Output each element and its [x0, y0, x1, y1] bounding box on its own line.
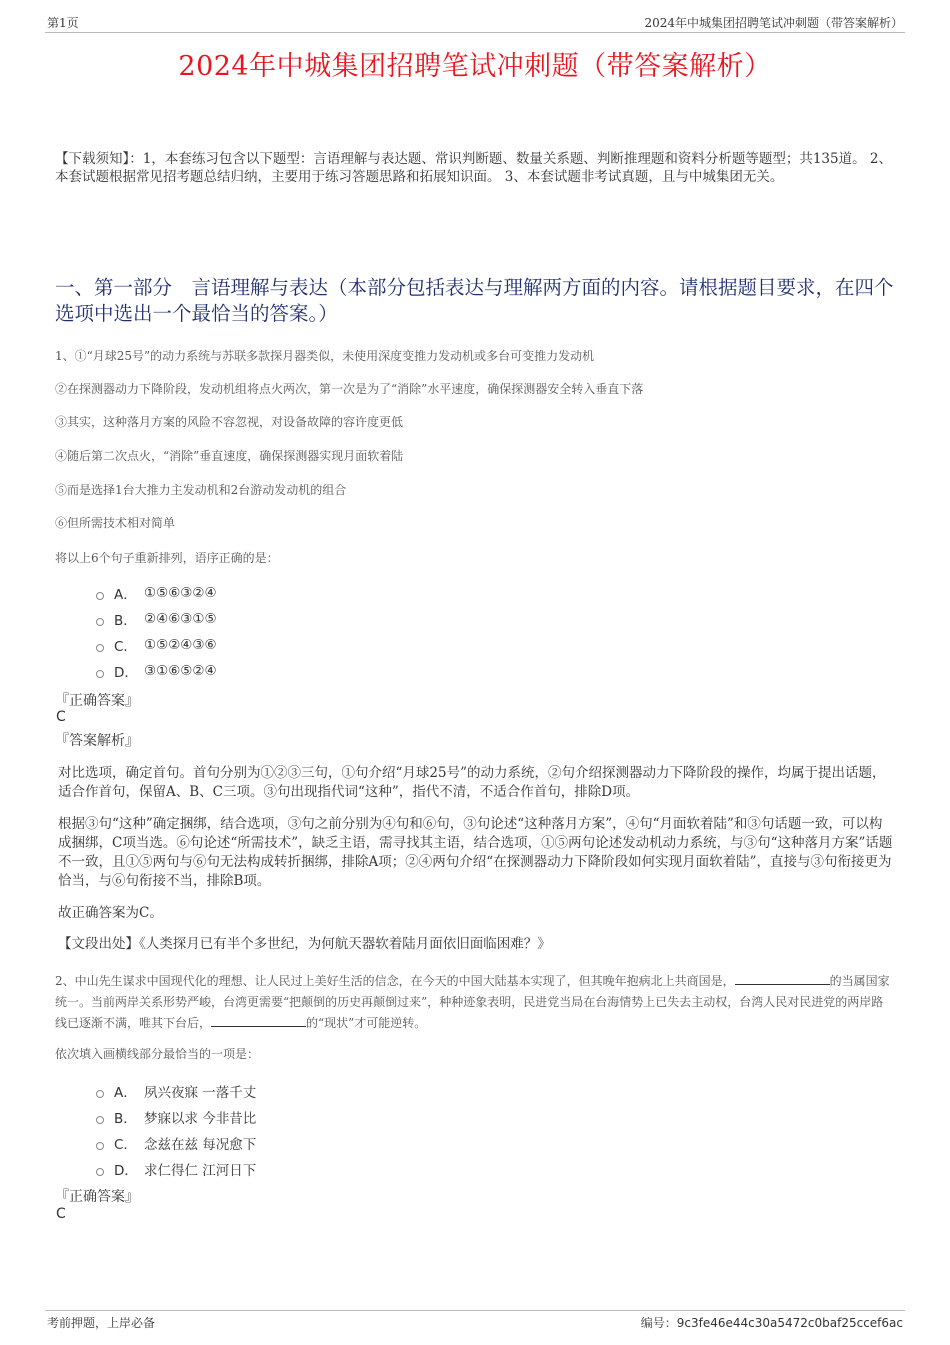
q2-answer-label: 『正确答案』	[55, 1189, 139, 1205]
section-heading: 一、第一部分 言语理解与表达（本部分包括表达与理解两方面的内容。请根据题目要求，在四个选项中选出一个最恰当的答案。）	[55, 276, 894, 325]
q1-answer: C	[56, 709, 66, 725]
q1-option-b[interactable]: B． ②④⑥③①⑤	[96, 606, 217, 632]
q2-option-d[interactable]: D． 求仁得仁 江河日下	[96, 1156, 256, 1182]
footer-divider	[45, 1310, 905, 1311]
q2-prompt: 依次填入画横线部分最恰当的一项是：	[55, 1047, 260, 1061]
q1-source: 【文段出处】《人类探月已有半个多世纪，为何航天器软着陆月面依旧面临困难？》	[58, 936, 551, 952]
radio-icon[interactable]	[96, 618, 104, 626]
q1-analysis-conclusion: 故正确答案为C。	[58, 905, 163, 921]
footer-slogan: 考前押题，上岸必备	[47, 1316, 156, 1330]
footer-code-value: 9c3fe46e44c30a5472c0baf25ccef6ac	[676, 1316, 903, 1330]
q2-options	[96, 1078, 256, 1182]
q1-sentence-5: ⑤而是选择1台大推力主发动机和2台游动发动机的组合	[55, 483, 347, 497]
q1-options	[96, 580, 217, 684]
q1-analysis-para-1: 对比选项，确定首句。首句分别为①②③三句，①句介绍“月球25号”的动力系统，②句介绍探测器动力下降阶段的操作，均属于提出话题，适合作首句，保留A、B、C三项。③句出现指代词“这种”，指代不清，不适合作首句，排除D项。	[58, 765, 886, 800]
radio-icon[interactable]	[96, 1168, 104, 1176]
q1-stem-line: 1、①“月球25号”的动力系统与苏联多款探月器类似，未使用深度变推力发动机或多台可变推力发动机	[55, 349, 595, 363]
q1-sentence-2: ②在探测器动力下降阶段，发动机组将点火两次，第一次是为了“消除”水平速度，确保探测器安全转入垂直下落	[55, 382, 644, 396]
fill-blank-1	[735, 972, 830, 985]
q2-answer: C	[56, 1206, 66, 1222]
q1-option-d[interactable]: D． ③①⑥⑤②④	[96, 658, 217, 684]
radio-icon[interactable]	[96, 644, 104, 652]
q1-option-a[interactable]: A． ①⑤⑥③②④	[96, 580, 217, 606]
q2-stem: 2、中山先生谋求中国现代化的理想、让人民过上美好生活的信念，在今天的中国大陆基本实现了，但其晚年抱病北上共商国是， 的当属国家统一。当前两岸关系形势严峻，台湾更需要“把颠倒的历史再颠倒过来”，种种迹象表明，民进党当局在台海情势上已失去主动权，台湾人民对民进党的两岸路线已逐渐不满，唯其下台后， 的“现状”才可能逆转。	[55, 974, 890, 1030]
q1-prompt: 将以上6个句子重新排列，语序正确的是：	[55, 551, 279, 565]
download-notice: 【下载须知】：1，本套练习包含以下题型：言语理解与表达题、常识判断题、数量关系题、判断推理题和资料分析题等题型；共135道。 2、本套试题根据常见招考题总结归纳，主要用于练习答题思路和拓展知识面。 3、本套试题非考试真题，且与中城集团无关。	[55, 151, 892, 185]
fill-blank-2	[211, 1014, 306, 1027]
footer-code-label: 编号：	[640, 1316, 677, 1330]
radio-icon[interactable]	[96, 670, 104, 678]
radio-icon[interactable]	[96, 592, 104, 600]
q1-analysis-label: 『答案解析』	[55, 733, 139, 749]
document-title: 2024年中城集团招聘笔试冲刺题（带答案解析）	[178, 51, 772, 82]
radio-icon[interactable]	[96, 1090, 104, 1098]
radio-icon[interactable]	[96, 1142, 104, 1150]
q2-option-c[interactable]: C． 念兹在兹 每况愈下	[96, 1130, 256, 1156]
page-number: 第1页	[47, 16, 79, 30]
header-divider	[45, 32, 905, 33]
running-header-title: 2024年中城集团招聘笔试冲刺题（带答案解析）	[644, 16, 903, 30]
radio-icon[interactable]	[96, 1116, 104, 1124]
q2-option-b[interactable]: B． 梦寐以求 今非昔比	[96, 1104, 256, 1130]
q1-sentence-4: ④随后第二次点火，“消除”垂直速度，确保探测器实现月面软着陆	[55, 449, 404, 463]
q1-analysis-para-2: 根据③句“这种”确定捆绑，结合选项，③句之前分别为④句和⑥句，③句论述“这种落月方案”，④句“月面软着陆”和③句话题一致，可以构成捆绑，C项当选。⑥句论述“所需技术”，缺乏主语，需寻找其主语，结合选项，①⑤两句论述发动机动力系统，与③句“这种落月方案”话题不一致，且①⑤两句与⑥句无法构成转折捆绑，排除A项；②④两句介绍“在探测器动力下降阶段如何实现月面软着陆”，直接与③句衔接更为恰当，与⑥句衔接不当，排除B项。	[58, 816, 893, 889]
q1-sentence-6: ⑥但所需技术相对简单	[55, 516, 176, 530]
q2-option-a[interactable]: A． 夙兴夜寐 一落千丈	[96, 1078, 256, 1104]
q1-sentence-3: ③其实，这种落月方案的风险不容忽视，对设备故障的容许度更低	[55, 415, 404, 429]
q1-answer-label: 『正确答案』	[55, 693, 139, 709]
q1-option-c[interactable]: C． ①⑤②④③⑥	[96, 632, 217, 658]
footer-code	[641, 1314, 903, 1331]
